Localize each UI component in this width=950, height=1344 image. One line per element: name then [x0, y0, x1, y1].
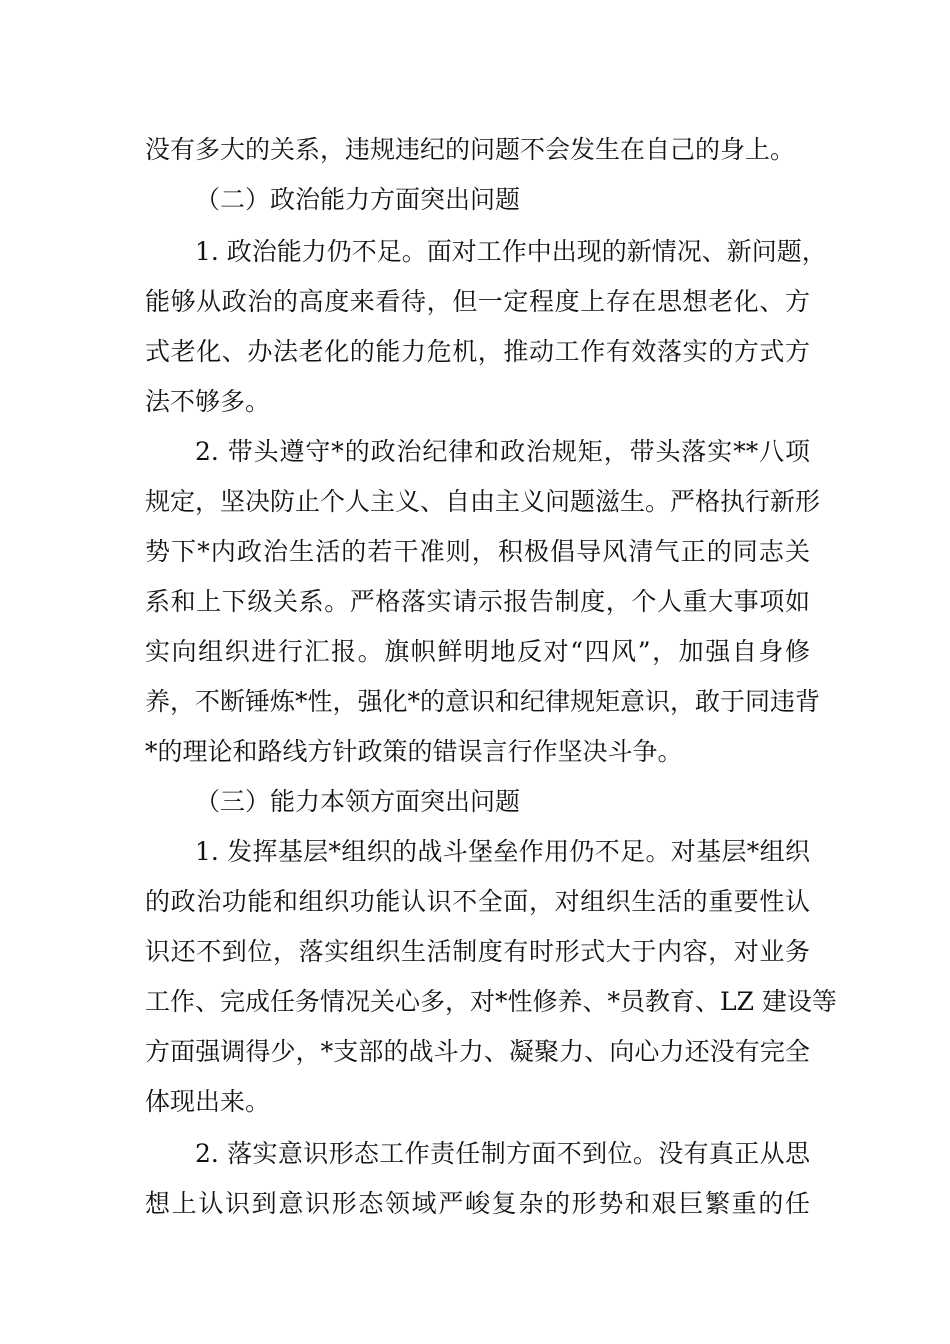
paragraph-line: 养，不断锤炼*性，强化*的意识和纪律规矩意识，敢于同违背 — [145, 687, 821, 716]
paragraph-line: 没有多大的关系，违规违纪的问题不会发生在自己的身上。 — [145, 135, 796, 164]
paragraph-line: 工作、完成任务情况关心多，对*性修养、*员教育、LZ 建设等 — [145, 987, 837, 1016]
paragraph-line: 实向组织进行汇报。旗帜鲜明地反对“四风”，加强自身修 — [145, 637, 810, 666]
paragraph-line: 1. 政治能力仍不足。面对工作中出现的新情况、新问题， — [195, 237, 827, 266]
paragraph-line: 能够从政治的高度来看待，但一定程度上存在思想老化、方 — [145, 287, 810, 316]
paragraph-line: 2. 带头遵守*的政治纪律和政治规矩，带头落实**八项 — [195, 437, 810, 466]
paragraph-line: 系和上下级关系。严格落实请示报告制度，个人重大事项如 — [145, 587, 810, 616]
paragraph-line: 1. 发挥基层*组织的战斗堡垒作用仍不足。对基层*组织 — [195, 837, 810, 866]
paragraph-line: 识还不到位，落实组织生活制度有时形式大于内容，对业务 — [145, 937, 810, 966]
paragraph-line: *的理论和路线方针政策的错误言行作坚决斗争。 — [145, 737, 683, 766]
paragraph-line: 的政治功能和组织功能认识不全面，对组织生活的重要性认 — [145, 887, 810, 916]
paragraph-line: 方面强调得少，*支部的战斗力、凝聚力、向心力还没有完全 — [145, 1037, 810, 1066]
paragraph-line: 体现出来。 — [145, 1087, 271, 1116]
section-heading: （三）能力本领方面突出问题 — [195, 787, 521, 816]
paragraph-line: 法不够多。 — [145, 387, 271, 416]
section-heading: （二）政治能力方面突出问题 — [195, 185, 521, 214]
paragraph-line: 想上认识到意识形态领域严峻复杂的形势和艰巨繁重的任 — [145, 1189, 810, 1218]
paragraph-line: 势下*内政治生活的若干准则，积极倡导风清气正的同志关 — [145, 537, 810, 566]
paragraph-line: 2. 落实意识形态工作责任制方面不到位。没有真正从思 — [195, 1139, 810, 1168]
paragraph-line: 式老化、办法老化的能力危机，推动工作有效落实的方式方 — [145, 337, 810, 366]
paragraph-line: 规定，坚决防止个人主义、自由主义问题滋生。严格执行新形 — [145, 487, 821, 516]
